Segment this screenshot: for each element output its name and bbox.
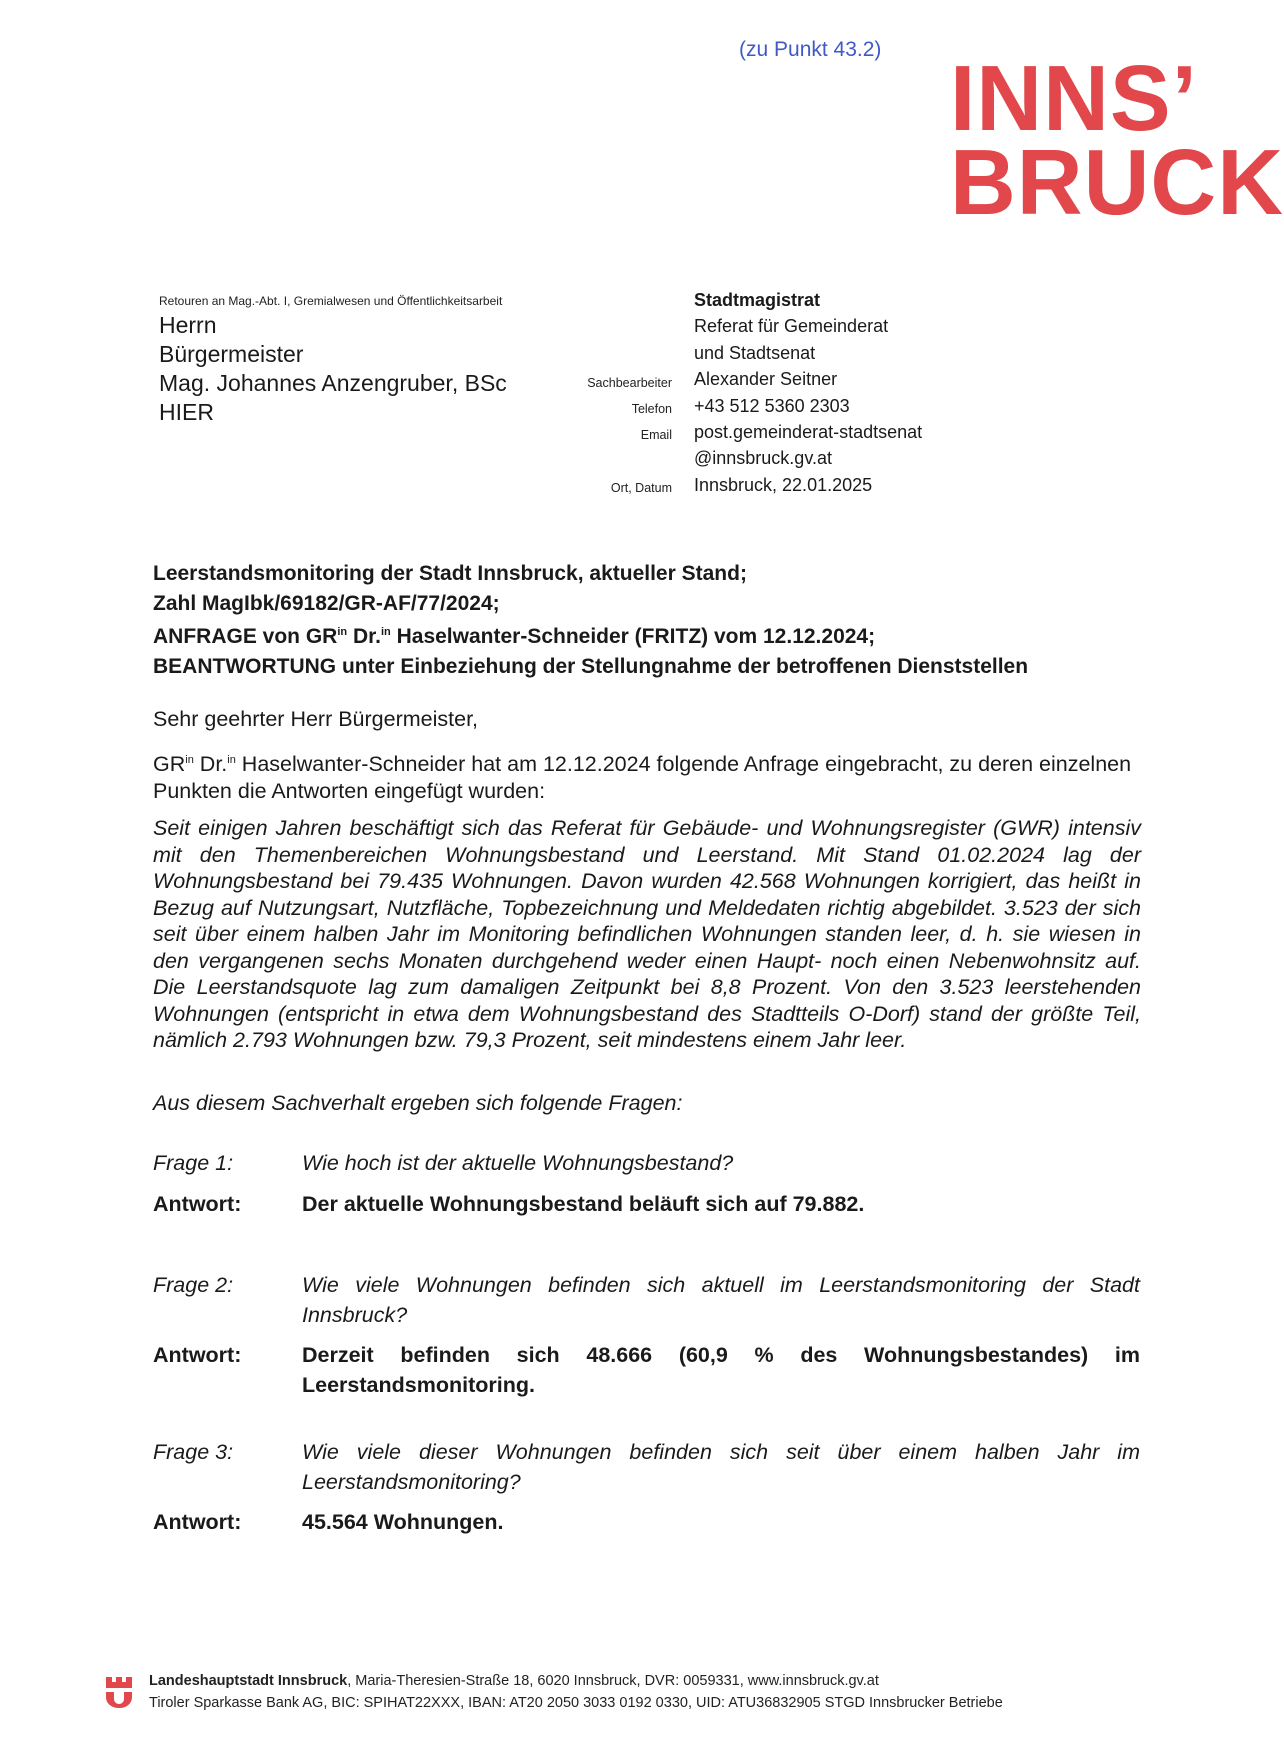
sender-email: post.gemeinderat-stadtsenat (694, 422, 923, 443)
question-label: Frage 3: (153, 1440, 234, 1464)
address-line: Bürgermeister (159, 341, 304, 367)
footer-line-1: Landeshauptstadt Innsbruck, Maria-Theresien-Straße 18, 6020 Innsbruck, DVR: 0059331, www.innsbruck.gv.at (149, 1673, 879, 1689)
qa-item (153, 1149, 1141, 1269)
subject-line: Leerstandsmonitoring der Stadt Innsbruck, aktueller Stand; (153, 562, 747, 585)
qa-item (153, 1271, 1141, 1411)
label-email: Email (640, 428, 672, 442)
return-address: Retouren an Mag.-Abt. I, Gremialwesen und Öffentlichkeitsarbeit (159, 294, 503, 308)
footer-line-2: Tiroler Sparkasse Bank AG, BIC: SPIHAT22XXX, IBAN: AT20 2050 3033 0192 0330, UID: ATU36832905 STGD Innsbrucker Betriebe (149, 1694, 1003, 1711)
answer-label: Antwort: (153, 1510, 242, 1534)
subject-line: ANFRAGE von $GR^{in}$ Dr.$^{in}$ Haselwanter-Schneider (FRITZ) vom 12.12.2024; (153, 625, 876, 648)
label-phone: Telefon (631, 402, 672, 416)
answer-text: Der aktuelle Wohnungsbestand beläuft sich auf 79.882. (302, 1192, 865, 1216)
answer-label: Antwort: (153, 1192, 242, 1216)
agenda-note: (zu Punkt 43.2) (739, 38, 882, 61)
sender-date: Innsbruck, 22.01.2025 (694, 474, 873, 495)
innsbruck-logo (950, 46, 1284, 234)
salutation: Sehr geehrter Herr Bürgermeister, (153, 707, 479, 731)
question-text: Wie viele dieser Wohnungen befinden sich seit über einem halben Jahr im Leerstandsmonitoring? (302, 1440, 1140, 1494)
question-label: Frage 2: (153, 1273, 234, 1297)
sender-org: Stadtmagistrat (694, 290, 821, 310)
address-line: Herrn (159, 312, 217, 338)
sender-clerk: Alexander Seitner (694, 369, 838, 390)
answer-label: Antwort: (153, 1343, 242, 1367)
question-label: Frage 1: (153, 1151, 234, 1175)
city-emblem-icon (104, 1675, 134, 1709)
label-date: Ort, Datum (610, 481, 672, 495)
inquiry-quote: Seit einigen Jahren beschäftigt sich das Referat für Gebäude- und Wohnungsregister (GWR) intensiv mit den Themenbereichen Wohnungsbestand und Leerstand. Mit Stand 01.02.2024 lag der Wohnungsbestand bei 79.435 Wohnungen. Davon wurden 42.568 Wohnungen korrigiert, das heißt in Bezug auf Nutzungsart, Nutzfläche, Topbezeichnung und Meldedaten richtig abgebildet. 3.523 der sich seit über einem halben Jahr im Monitoring befindlichen Wohnungen standen leer, d. h. sie wiesen in den vergangenen sechs Monaten durchgehend weder einen Haupt- noch einen Nebenwohnsitz auf. Die Leerstandsquote lag zum damaligen Zeitpunkt bei 8,8 Prozent. Von den 3.523 leerstehenden Wohnungen (entspricht in etwa dem Wohnungsbestand des Stadtteils O-Dorf) stand der größte Teil, nämlich 2.793 Wohnungen bzw. 79,3 Prozent, seit mindestens einem Jahr leer. (153, 816, 1141, 1052)
logo-line-2: BRUCK (950, 130, 1284, 234)
answer-text: Derzeit befinden sich 48.666 (60,9 % des Wohnungsbestandes) im Leerstandsmonitoring. (302, 1343, 1140, 1397)
answer-text: 45.564 Wohnungen. (302, 1510, 504, 1534)
questions-intro: Aus diesem Sachverhalt ergeben sich folgende Fragen: (153, 1091, 683, 1115)
subject-line: BEANTWORTUNG unter Einbeziehung der Stellungnahme der betroffenen Dienststellen (153, 654, 1029, 678)
subject-block (153, 559, 1143, 681)
question-text: Wie hoch ist der aktuelle Wohnungsbestand? (302, 1151, 734, 1175)
sender-email: @innsbruck.gv.at (694, 448, 832, 469)
logo-line-1: INNS’ (950, 46, 1198, 150)
subject-line: Zahl MagIbk/69182/GR-AF/77/2024; (153, 591, 500, 615)
address-line: HIER (159, 399, 214, 425)
recipient-address (159, 311, 507, 427)
question-text: Wie viele Wohnungen befinden sich aktuell im Leerstandsmonitoring der Stadt Innsbruck? (302, 1273, 1140, 1327)
sender-dept: und Stadtsenat (694, 342, 816, 363)
sender-info (694, 287, 922, 498)
sender-dept: Referat für Gemeinderat (694, 316, 889, 337)
sender-phone: +43 512 5360 2303 (694, 395, 850, 416)
label-clerk: Sachbearbeiter (587, 376, 672, 390)
address-line: Mag. Johannes Anzengruber, BSc (159, 370, 507, 396)
qa-item (153, 1438, 1141, 1548)
intro-paragraph: $GR^{in}$ Dr.$^{in}$ Haselwanter-Schneider hat am 12.12.2024 folgende Anfrage eingebracht, zu deren einzelnen Punkten die Antworten eingefügt wurden: (153, 752, 1132, 804)
